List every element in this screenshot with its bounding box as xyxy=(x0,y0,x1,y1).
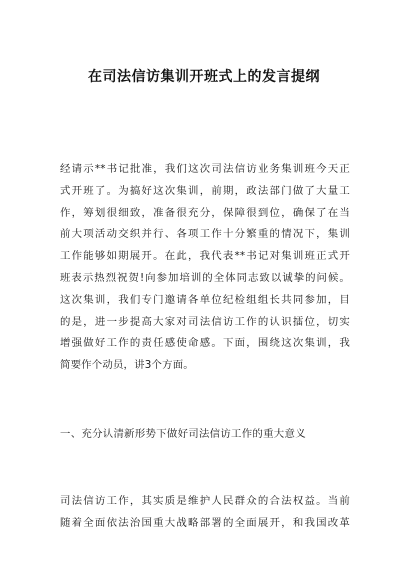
paragraph-line: 增强做好工作的责任感使命感。下面，围绕这次集训，我 xyxy=(60,337,350,350)
paragraph-line: 前大项活动交织并行、各项工作十分繁重的情况下，集训 xyxy=(60,228,350,241)
paragraph-line: 的是，进一步提高大家对司法信访工作的认识擂位，切实 xyxy=(60,315,350,328)
paragraph-line: 随着全面依法治国重大战略部署的全面展开，和我国改革 xyxy=(60,516,350,529)
paragraph-line: 工作能够如期展开。在此，我代表**书记对集训班正式开 xyxy=(60,250,350,263)
paragraph-line: 经请示**书记批准，我们这次司法信访业务集训班今天正 xyxy=(60,163,350,175)
section-heading: 一、充分认清新形势下做好司法信访工作的重大意义 xyxy=(60,428,306,440)
paragraph-line: 司法信访工作，其实质是维护人民群众的合法权益。当前 xyxy=(60,495,350,507)
paragraph-line: 班表示热烈祝贺!向参加培训的全体同志致以诚挚的问候。 xyxy=(60,271,350,284)
intro-paragraph xyxy=(60,159,350,377)
document-title: 在司法信访集训开班式上的发言提纲 xyxy=(88,69,320,85)
paragraph-line: 作，筹划很细致，准备很充分，保障很到位，确保了在当 xyxy=(60,206,350,219)
paragraph-line: 简要作个动员，讲3个方面。 xyxy=(60,359,194,372)
section-paragraph xyxy=(60,491,350,535)
paragraph-line: 式开班了。为搞好这次集训，前期，政法部门做了大量工 xyxy=(60,184,350,197)
paragraph-line: 这次集训，我们专门邀请各单位纪检组组长共同参加，目 xyxy=(60,293,350,306)
